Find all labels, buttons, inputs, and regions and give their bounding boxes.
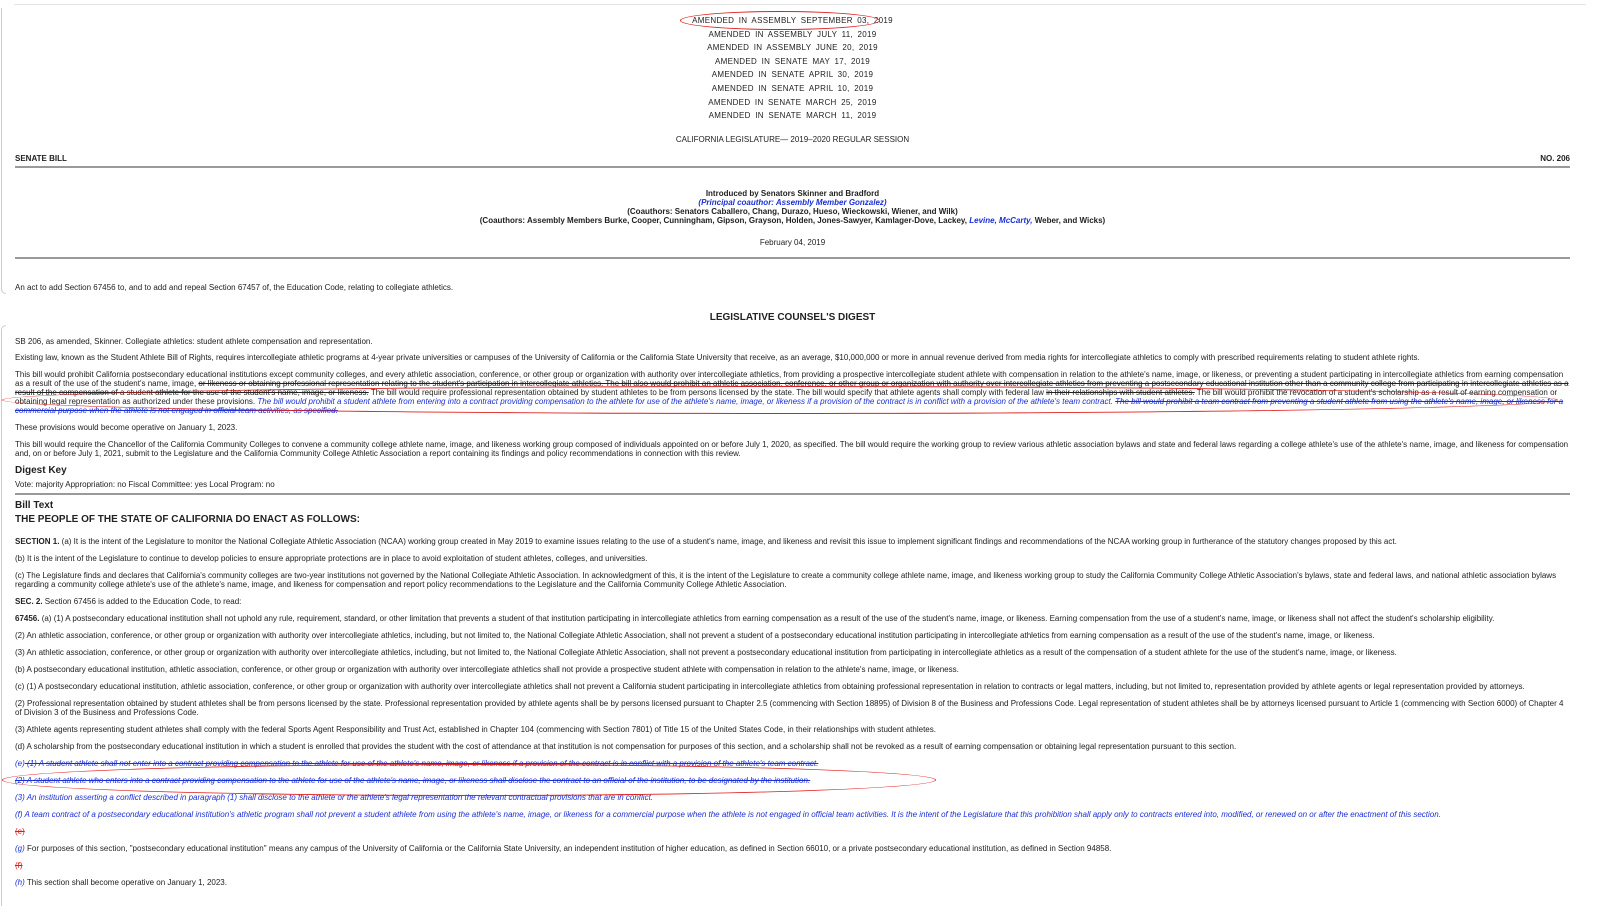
amendment-line: AMENDED IN SENATE APRIL 10, 2019 bbox=[711, 83, 874, 93]
amendment-line: AMENDED IN SENATE MARCH 25, 2019 bbox=[708, 97, 877, 107]
digest-existing-law: Existing law, known as the Student Athlete Bill of Rights, requires intercollegiate athletic programs at 4-year private universities or campuses of the University of California or the California State University that receive, as an average, $10,000,000 or more in annual revenue derived from media rights for intercollegiate athletics to comply with prescribed requirements relating to student athlete rights. bbox=[15, 352, 1420, 362]
amendment-line: AMENDED IN ASSEMBLY JULY 11, 2019 bbox=[708, 29, 877, 39]
amendment-history bbox=[15, 14, 1570, 123]
assembly-coauthors: (Coauthors: Assembly Members Burke, Cooper, Cunningham, Gipson, Grayson, Holden, Jones-Sawyer, Kamlager-Dove, Lackey, Levine, McCarty, Weber, and Wicks) bbox=[479, 215, 1106, 225]
subdivision-a-3: (3) An athletic association, conference, or other group or organization with authority over intercollegiate athletics, including, but not limited to, the National Collegiate Athletic Association, shall not prevent a postsecondary educational institution from participating in intercollegiate athletics as a result of the compensation of a student athlete for the use of the student's name, image, or likeness. bbox=[15, 647, 1397, 657]
digest-title: LEGISLATIVE COUNSEL'S DIGEST bbox=[709, 311, 876, 323]
introduced-date: February 04, 2019 bbox=[759, 237, 826, 247]
bill-number: NO. 206 bbox=[1540, 153, 1570, 163]
subdivision-g: (g) For purposes of this section, "postsecondary educational institution" means any campus of the University of California or the California State University, an independent institution of higher education, as defined in Section 66010, or a private postsecondary educational institution, as defined in Section 94858. bbox=[15, 843, 1112, 853]
viewport-top-border bbox=[14, 4, 1586, 5]
bill-text-heading: Bill Text bbox=[15, 499, 54, 511]
digest-paragraph-compensation: This bill would prohibit California postsecondary educational institutions except community colleges, and every athletic association, conference, or other group or organization with authority over intercollegiate athletics, from providing a prospective intercollegiate student athlete with compensation in relation to the athlete's name, image, or likeness, or preventing a student participating in intercollegiate athletics from earning compensation as a result of the use of the student's name, image, or likeness or obtaining professional representation relating to the student's participation in intercollegiate athletics. The bill also would prohibit an athletic association, conference, or other group or organization with authority over intercollegiate athletics from preventing a postsecondary educational institution other than a community college from participating in intercollegiate athletics as a result of the compensation of a student athlete for the use of the student's name, image, or likeness. The bill would require professional representation obtained by student athletes to be from persons licensed by the state. The bill would specify that athlete agents shall comply with federal law in their relationships with student athletes. The bill would prohibit the revocation of a student's scholarship as a result of earning compensation or obtaining legal representation as authorized under these provisions. The bill would prohibit a student athlete from entering into a contract providing compensation to the athlete for use of the athlete's name, image, or likeness if a provision of the contract is in conflict with a provision of the athlete's team contract. The bill would prohibit a team contract from preventing a student athlete from using the athlete's name, image, or likeness for a commercial purpose when the athlete is not engaged in official team activities, as specified. bbox=[15, 369, 1569, 415]
digest-operative: These provisions would become operative on January 1, 2023. bbox=[15, 422, 238, 432]
introduced-by: Introduced by Senators Skinner and Bradford bbox=[705, 188, 880, 198]
digest-chancellor: This bill would require the Chancellor of the California Community Colleges to convene a community college athlete name, image, and likeness working group composed of individuals appointed on or before July 1, 2020, as specified. The bill would require the working group to review various athletic association bylaws and state and federal laws regarding a college athlete's use of the athlete's name, image, and likeness for compensation and, on or before July 1, 2021, submit to the Legislature and the California Community College Athletic Association a report containing its findings and policy recommendations in connection with this review. bbox=[15, 439, 1569, 458]
subdivision-d: (d) A scholarship from the postsecondary educational institution in which a student is enrolled that provides the student with the cost of attendance at that institution is not compensation for purposes of this section, and a scholarship shall not be revoked as a result of earning compensation or obtaining legal representation pursuant to this section. bbox=[15, 741, 1237, 751]
amendment-line: AMENDED IN ASSEMBLY JUNE 20, 2019 bbox=[707, 43, 878, 53]
senate-coauthors: (Coauthors: Senators Caballero, Chang, Durazo, Hueso, Wieckowski, Wiener, and Wilk) bbox=[627, 206, 958, 216]
subdivision-b: (b) A postsecondary educational institution, athletic association, conference, or other group or organization with authority over intercollegiate athletics shall not provide a prospective student athlete with compensation in relation to the athlete's name, image, or likeness. bbox=[15, 664, 959, 674]
bill-type: SENATE BILL bbox=[15, 153, 67, 163]
struck-label-e: (e) bbox=[15, 826, 25, 836]
left-bracket-bottom bbox=[1, 325, 6, 906]
amendment-line: AMENDED IN SENATE MAY 17, 2019 bbox=[714, 56, 871, 66]
digest-key-rule bbox=[15, 493, 1570, 495]
act-title: An act to add Section 67456 to, and to add and repeal Section 67457 of, the Education Code, relating to collegiate athletics. bbox=[15, 282, 454, 292]
struck-label-f: (f) bbox=[15, 860, 23, 870]
subdivision-f-added: (f) A team contract of a postsecondary educational institution's athletic program shall not prevent a student athlete from using the athlete's name, image, or likeness for a commercial purpose when the athlete is not engaged in official team activities. It is the intent of the Legislature that this prohibition shall apply only to contracts entered into, modified, or renewed on or after the enactment of this section. bbox=[15, 809, 1441, 819]
date-rule bbox=[15, 257, 1570, 259]
section-1-c: (c) The Legislature finds and declares that California's community colleges are two-year institutions not governed by the National Collegiate Athletic Association. In acknowledgment of this, it is the intent of the Legislature to create a community college athlete name, image, and likeness working group to study the California Community College Athletic Association's bylaws, state and federal laws, and national athletic association bylaws regarding a community college athlete's use of the athlete's name, image, and likeness for compensation and report policy recommendations to the Legislature and the California Community College Athletic Association. bbox=[15, 570, 1557, 589]
added-text: The bill would prohibit a student athlete from entering into a contract providing compensation to the athlete for use of the athlete's name, image, or likeness if a provision of the contract is in conflict with a provision of the athlete's team contract. bbox=[257, 396, 1116, 406]
digest-key-heading: Digest Key bbox=[15, 464, 67, 476]
authors-block bbox=[15, 189, 1570, 225]
digest-summary: SB 206, as amended, Skinner. Collegiate athletics: student athlete compensation and representation. bbox=[15, 336, 373, 346]
bill-document bbox=[15, 14, 1570, 887]
subdivision-e-1: (e) (1) A student athlete shall not enter into a contract providing compensation to the athlete for use of the athlete's name, image, or likeness if a provision of the contract is in conflict with a provision of the athlete's team contract. bbox=[15, 758, 819, 768]
struck-text: The bill would prohibit a team contract from preventing a student athlete from using the athlete's name, image, or likeness for a commercial purpose when the athlete is not engaged in official team activities, as specified. bbox=[15, 396, 1564, 415]
left-bracket-top bbox=[1, 8, 6, 294]
section-1-b: (b) It is the intent of the Legislature to continue to develop policies to ensure appropriate protections are in place to avoid exploitation of student athletes, colleges, and universities. bbox=[15, 553, 648, 563]
subdivision-c-3: (3) Athlete agents representing student athletes shall comply with the federal Sports Agent Responsibility and Trust Act, established in Chapter 104 (commencing with Section 7801) of Title 15 of the United States Code, in their relationships with student athletes. bbox=[15, 724, 936, 734]
header-rule bbox=[15, 166, 1570, 168]
amendment-line: AMENDED IN SENATE MARCH 11, 2019 bbox=[708, 111, 877, 121]
subdivision-h: (h) This section shall become operative on January 1, 2023. bbox=[15, 877, 227, 887]
amendment-line: AMENDED IN SENATE APRIL 30, 2019 bbox=[711, 70, 874, 80]
subdivision-a-2: (2) An athletic association, conference, or other group or organization with authority over intercollegiate athletics, including, but not limited to, the National Collegiate Athletic Association, shall not prevent a student of a postsecondary educational institution participating in intercollegiate athletics from earning compensation as a result of the use of the student's name, image, or likeness. bbox=[15, 630, 1375, 640]
principal-coauthor: (Principal coauthor: Assembly Member Gonzalez) bbox=[698, 197, 887, 207]
subdivision-c-2: (2) Professional representation obtained by student athletes shall be from persons licensed by the state. Professional representation provided by athlete agents shall be by persons licensed pursuant to Chapter 2.5 (commencing with Section 18895) of Division 8 of the Business and Professions Code. Legal representation of student athletes shall be by attorneys licensed pursuant to Article 1 (commencing with Section 6000) of Chapter 4 of Division 3 of the Business and Professions Code. bbox=[15, 698, 1564, 717]
enacting-clause: THE PEOPLE OF THE STATE OF CALIFORNIA DO ENACT AS FOLLOWS: bbox=[15, 513, 360, 525]
digest-key-line: Vote: majority Appropriation: no Fiscal Committee: yes Local Program: no bbox=[15, 479, 275, 489]
section-1-a: SECTION 1. (a) It is the intent of the Legislature to monitor the National Collegiate Athletic Association (NCAA) working group created in May 2019 to examine issues relating to the use of a student's name, image, and likeness and revisit this issue to implement significant findings and recommendations of the NCAA working group in furtherance of the statutory changes proposed by this act. bbox=[15, 536, 1397, 546]
subdivision-e-2: (2) A student athlete who enters into a contract providing compensation to the athlete for use of the athlete's name, image, or likeness shall disclose the contract to an official of the institution, to be designated by the institution. bbox=[15, 775, 811, 785]
amendment-line: AMENDED IN ASSEMBLY SEPTEMBER 03, 2019 bbox=[692, 16, 893, 25]
session-title: CALIFORNIA LEGISLATURE— 2019–2020 REGULAR SESSION bbox=[675, 134, 910, 144]
subdivision-a-1: 67456. (a) (1) A postsecondary educational institution shall not uphold any rule, requirement, standard, or other limitation that prevents a student of that institution participating in intercollegiate athletics from earning compensation as a result of the use of the student's name, image, or likeness. Earning compensation from the use of a student's name, image, or likeness shall not affect the student's scholarship eligibility. bbox=[15, 613, 1495, 623]
bill-header bbox=[15, 154, 1570, 164]
section-2: SEC. 2. Section 67456 is added to the Education Code, to read: bbox=[15, 596, 242, 606]
subdivision-c-1: (c) (1) A postsecondary educational institution, athletic association, conference, or other group or organization with authority over intercollegiate athletics shall not prevent a California student participating in intercollegiate athletics from obtaining professional representation in relation to contracts or legal matters, including, but not limited to, representation provided by athlete agents or legal representation provided by attorneys. bbox=[15, 681, 1525, 691]
subdivision-e-3: (3) An institution asserting a conflict described in paragraph (1) shall disclose to the athlete or the athlete's legal representation the relevant contractual provisions that are in conflict. bbox=[15, 792, 654, 802]
added-coauthors: Levine, McCarty, bbox=[969, 215, 1033, 225]
